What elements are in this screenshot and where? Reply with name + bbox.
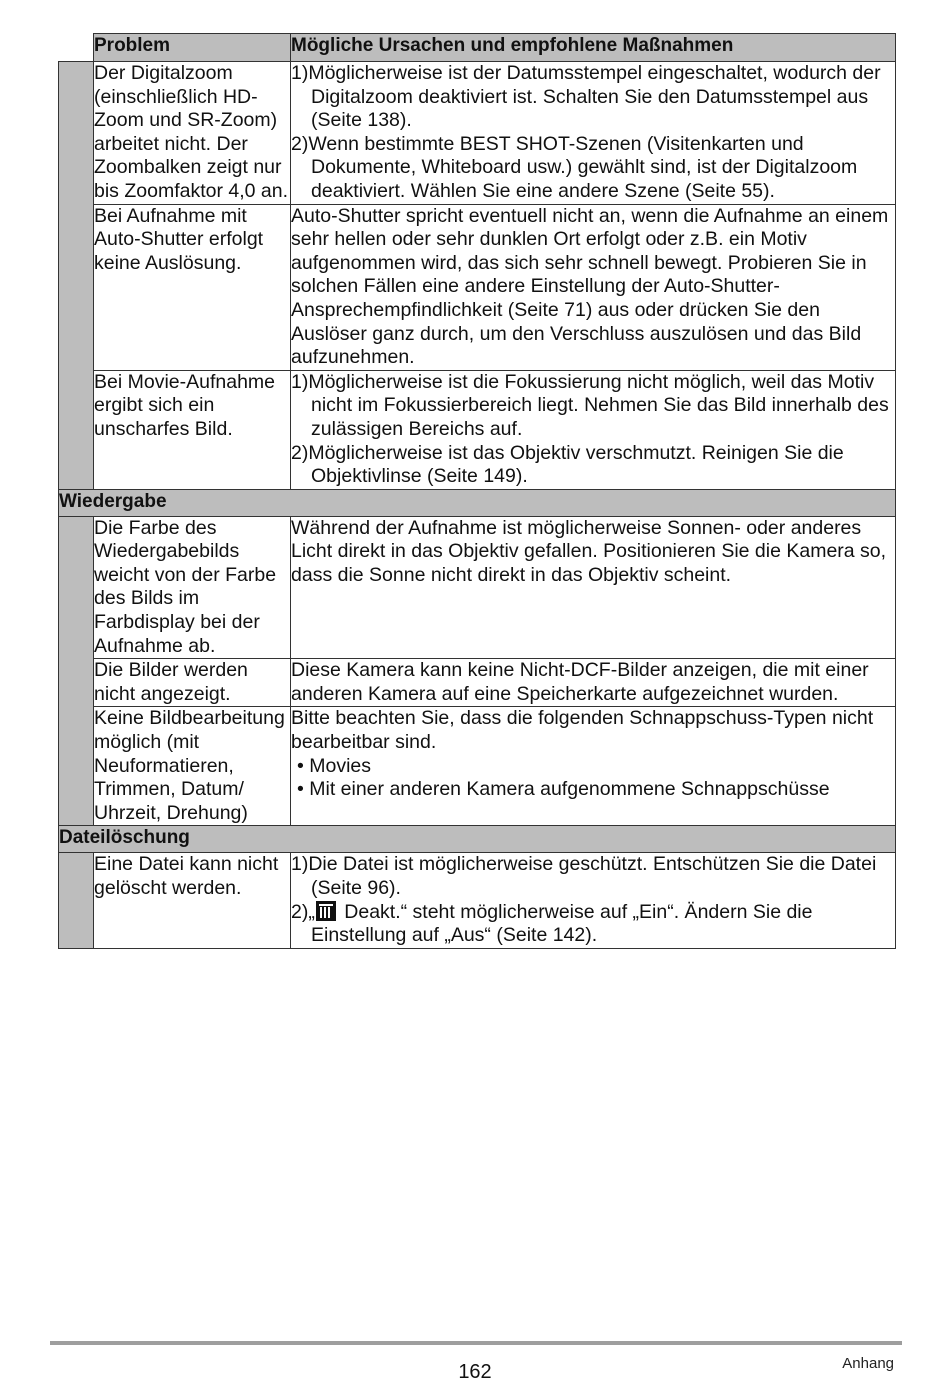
solution-cell bbox=[291, 62, 896, 205]
problem-cell: Keine Bildbearbeitung möglich (mit Neuformatieren, Trimmen, Datum/ Uhrzeit, Drehung) bbox=[94, 707, 291, 826]
solution-item: 1)Die Datei ist möglicherweise geschützt. Entschützen Sie die Datei (Seite 96). bbox=[291, 853, 877, 899]
problem-cell: Eine Datei kann nicht gelöscht werden. bbox=[94, 853, 291, 948]
troubleshooting-table bbox=[58, 33, 896, 949]
solution-intro: Bitte beachten Sie, dass die folgenden Schnappschuss-Typen nicht bearbeitbar sind. bbox=[291, 707, 874, 754]
table-row bbox=[59, 370, 896, 489]
solution-item: 1)Möglicherweise ist die Fokussierung nicht möglich, weil das Motiv nicht im Fokussierbereich liegt. Nehmen Sie das Bild innerhalb des zulässigen Bereichs auf. bbox=[291, 370, 889, 440]
table-row bbox=[59, 853, 896, 948]
solution-cell bbox=[291, 707, 896, 826]
solution-item: 1)Möglicherweise ist der Datumsstempel eingeschaltet, wodurch der Digitalzoom deaktiviert ist. Schalten Sie den Datumsstempel aus (Seite 138). bbox=[291, 62, 881, 132]
bullet-item: • Mit einer anderen Kamera aufgenommene Schnappschüsse bbox=[297, 778, 830, 801]
section-title-wiedergabe: Wiedergabe bbox=[59, 489, 896, 516]
table-row bbox=[59, 659, 896, 707]
table-row bbox=[59, 62, 896, 205]
table-row bbox=[59, 204, 896, 370]
section-header-row bbox=[59, 826, 896, 853]
table-row bbox=[59, 707, 896, 826]
problem-cell: Die Bilder werden nicht angezeigt. bbox=[94, 659, 291, 707]
footer-divider bbox=[50, 1341, 902, 1345]
solution-item: 2)„ Deakt.“ steht möglicherweise auf „Ein“. Ändern Sie die Einstellung auf „Aus“ (Seite 142). bbox=[291, 900, 813, 947]
problem-cell: Der Digitalzoom (einschließlich HD-Zoom und SR-Zoom) arbeitet nicht. Der Zoombalken zeigt nur bis Zoomfaktor 4,0 an. bbox=[94, 62, 291, 205]
bullet-text: Movies bbox=[309, 754, 372, 777]
solution-item: 2)Wenn bestimmte BEST SHOT-Szenen (Visitenkarten und Dokumente, Whiteboard usw.) gewählt sind, ist der Digitalzoom deaktiviert. Wählen Sie eine andere Szene (Seite 55). bbox=[291, 132, 858, 202]
table-row bbox=[59, 516, 896, 659]
table-header-row bbox=[59, 34, 896, 62]
solution-cell bbox=[291, 853, 896, 948]
solution-item: 2)Möglicherweise ist das Objektiv verschmutzt. Reinigen Sie die Objektivlinse (Seite 149). bbox=[291, 441, 844, 488]
problem-cell: Bei Movie-Aufnahme ergibt sich ein unscharfes Bild. bbox=[94, 370, 291, 489]
solution-cell bbox=[291, 370, 896, 489]
section-title-dateiloeschung: Dateilöschung bbox=[59, 826, 896, 853]
solution-cell: Auto-Shutter spricht eventuell nicht an, wenn die Aufnahme an einem sehr hellen oder sehr dunklen Ort erfolgt oder z.B. ein Motiv aufgenommen wird, das sich sehr schnell bewegt. Probieren Sie in solchen Fällen eine andere Einstellung der Auto-Shutter-Ansprechempfindlichkeit (Seite 71) aus oder drücken Sie den Auslöser ganz durch, um den Verschluss auszulösen und das Bild aufzunehmen. bbox=[291, 204, 896, 370]
section-label: Anhang bbox=[842, 1355, 894, 1372]
header-solution: Mögliche Ursachen und empfohlene Maßnahmen bbox=[291, 34, 896, 62]
header-problem: Problem bbox=[94, 34, 291, 62]
page-number: 162 bbox=[458, 1361, 492, 1383]
bullet-item: • Movies bbox=[297, 754, 372, 777]
problem-cell: Bei Aufnahme mit Auto-Shutter erfolgt keine Auslösung. bbox=[94, 204, 291, 370]
solution-cell: Diese Kamera kann keine Nicht-DCF-Bilder anzeigen, die mit einer anderen Kamera auf eine Speicherkarte aufgezeichnet wurden. bbox=[291, 659, 896, 707]
problem-cell: Die Farbe des Wiedergabebilds weicht von der Farbe des Bilds im Farbdisplay bei der Aufnahme ab. bbox=[94, 516, 291, 659]
bullet-text: Mit einer anderen Kamera aufgenommene Schnappschüsse bbox=[309, 778, 830, 801]
section-header-row bbox=[59, 489, 896, 516]
solution-cell: Während der Aufnahme ist möglicherweise Sonnen- oder anderes Licht direkt in das Objektiv gefallen. Positionieren Sie die Kamera so, dass die Sonne nicht direkt in das Objektiv scheint. bbox=[291, 516, 896, 659]
trash-icon bbox=[316, 901, 336, 921]
